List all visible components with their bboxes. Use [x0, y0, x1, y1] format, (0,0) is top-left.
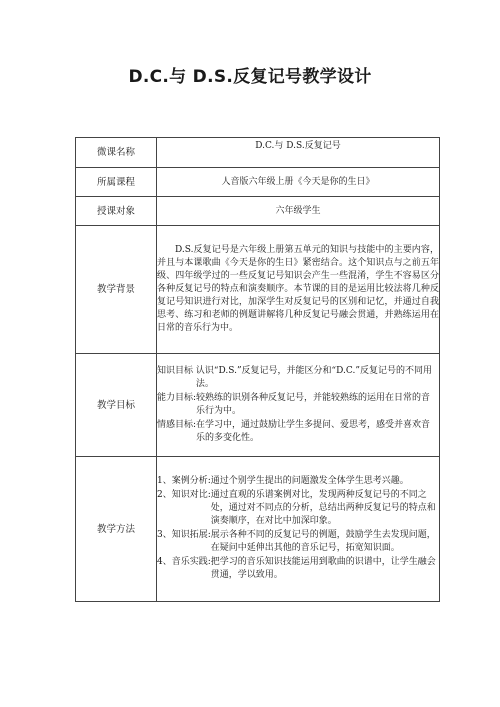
goal-item	[157, 419, 439, 445]
value-goals	[157, 354, 440, 457]
method-number: 3、	[157, 530, 172, 540]
method-key: 知识对比:	[171, 490, 211, 500]
method-text: 把学习的音乐知识技能运用到歌曲的识谱中，让学生融会贯通，学以致用。	[210, 557, 436, 580]
value-methods	[157, 457, 440, 602]
label-goals: 教学目标	[76, 354, 157, 457]
goal-item	[157, 365, 439, 391]
method-text: 通过直观的乐谱案例对比，发现两种反复记号的不同之处，通过对不同点的分析，总结出两种反复记号的特点和演奏顺序，在对比中加深印象。	[210, 490, 436, 526]
goal-key: 情感目标:	[157, 419, 197, 430]
goal-key: 知识目标	[157, 365, 194, 376]
method-text: 通过个别学生提出的问题激发全体学生思考兴趣。	[210, 476, 409, 486]
method-text: 展示各种不同的反复记号的例题，鼓励学生去发现问题，在疑问中延伸出其他的音乐记号，拓宽知识面。	[210, 530, 436, 553]
document-title: D.C.与 D.S.反复记号教学设计	[128, 67, 372, 87]
label-course-name: 微课名称	[76, 138, 157, 168]
label-audience: 授课对象	[76, 197, 157, 226]
value-audience: 六年级学生	[157, 197, 440, 226]
row-background	[76, 226, 440, 354]
method-item	[157, 529, 439, 555]
label-background: 教学背景	[76, 226, 157, 354]
method-number: 2、	[157, 490, 172, 500]
method-key: 知识拓展:	[171, 530, 211, 540]
value-course: 人音版六年级上册《今天是你的生日》	[157, 168, 440, 197]
method-item	[157, 556, 439, 582]
method-number: 1、	[157, 476, 172, 486]
value-background	[157, 226, 440, 354]
row-audience	[76, 197, 440, 226]
row-goals	[76, 354, 440, 457]
value-course-name: D.C.与 D.S.反复记号	[157, 138, 440, 168]
method-item	[157, 475, 439, 488]
label-methods: 教学方法	[76, 457, 157, 602]
goal-text: 认识“D.S.”反复记号，并能区分和“D.C.”反复记号的不同用法。	[195, 365, 432, 389]
goal-item	[157, 392, 439, 418]
method-key: 案例分析:	[171, 476, 211, 486]
method-key: 音乐实践:	[171, 557, 211, 567]
row-course	[76, 168, 440, 197]
method-item	[157, 489, 439, 528]
goal-key: 能力目标:	[157, 392, 197, 403]
row-course-name	[76, 138, 440, 168]
goal-text: 在学习中，通过鼓励让学生多提问、爱思考，感受并喜欢音乐的多变化性。	[196, 419, 431, 443]
goal-text: 较熟练的识别各种反复记号，并能较熟练的运用在日常的音乐行为中。	[196, 392, 431, 416]
lesson-plan-table	[75, 137, 440, 602]
row-methods	[76, 457, 440, 602]
method-number: 4、	[157, 557, 172, 567]
background-paragraph: D.S.反复记号是六年级上册第五单元的知识与技能中的主要内容，并且与本课歌曲《今天是你的生日》紧密结合。这个知识点与之前五年级、四年级学过的一些反复记号知识会产生一些混淆，学生不容易区分各种反复记号的特点和演奏顺序。本节课的目的是运用比较法将几种反复记号知识进行对比，加深学生对反复记号的区别和记忆，并通过自我思考、练习和老师的例题讲解将几种反复记号融会贯通，并熟练运用在日常的音乐行为中。	[157, 245, 439, 333]
label-course: 所属课程	[76, 168, 157, 197]
